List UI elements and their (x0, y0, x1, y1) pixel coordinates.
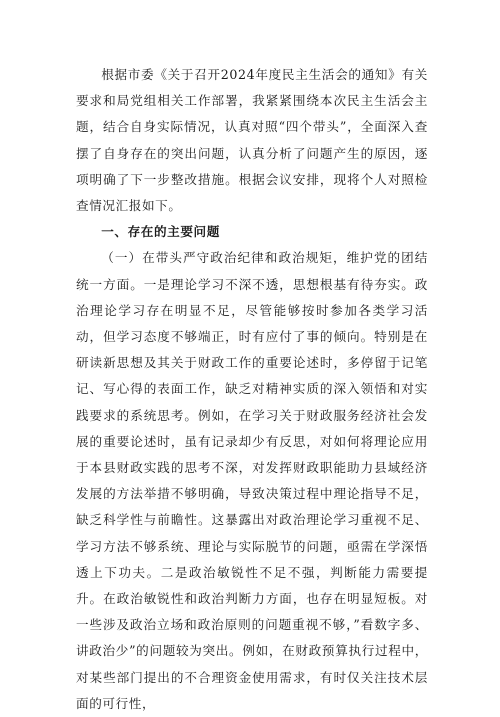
document-body (76, 62, 428, 717)
section-heading: 一、存在的主要问题 (101, 224, 220, 240)
section-paragraph: （一）在带头严守政治纪律和政治规矩，维护党的团结统一方面。一是理论学习不深不透，思想根基有待夯实。政治理论学习存在明显不足，尽管能够按时参加各类学习活动，但学习态度不够端正，时有应付了事的倾向。特别是在研读新思想及其关于财政工作的重要论述时，多停留于记笔记、写心得的表面工作，缺乏对精神实质的深入领悟和对实践要求的系统思考。例如，在学习关于财政服务经济社会发展的重要论述时，虽有记录却少有反思，对如何将理论应用于本县财政实践的思考不深，对发挥财政职能助力县域经济发展的方法举措不够明确，导致决策过程中理论指导不足，缺乏科学性与前瞻性。这暴露出对政治理论学习重视不足、学习方法不够系统、理论与实际脱节的问题，亟需在学深悟透上下功夫。二是政治敏锐性不足不强，判断能力需要提升。在政治敏锐性和政治判断力方面，也存在明显短板。对一些涉及政治立场和政治原则的问题重视不够，”看数字多、讲政治少”的问题较为突出。例如，在财政预算执行过程中，对某些部门提出的不合理资金使用需求，有时仅关注技术层面的可行性， (76, 250, 428, 711)
intro-paragraph: 根据市委《关于召开2024年度民主生活会的通知》有关要求和局党组相关工作部署，我紧紧围绕本次民主生活会主题，结合自身实际情况，认真对照“四个带头”，全面深入查摆了自身存在的突出问题，认真分析了问题产生的原因，逐项明确了下一步整改措施。根据会议安排，现将个人对照检查情况汇报如下。 (76, 67, 428, 214)
